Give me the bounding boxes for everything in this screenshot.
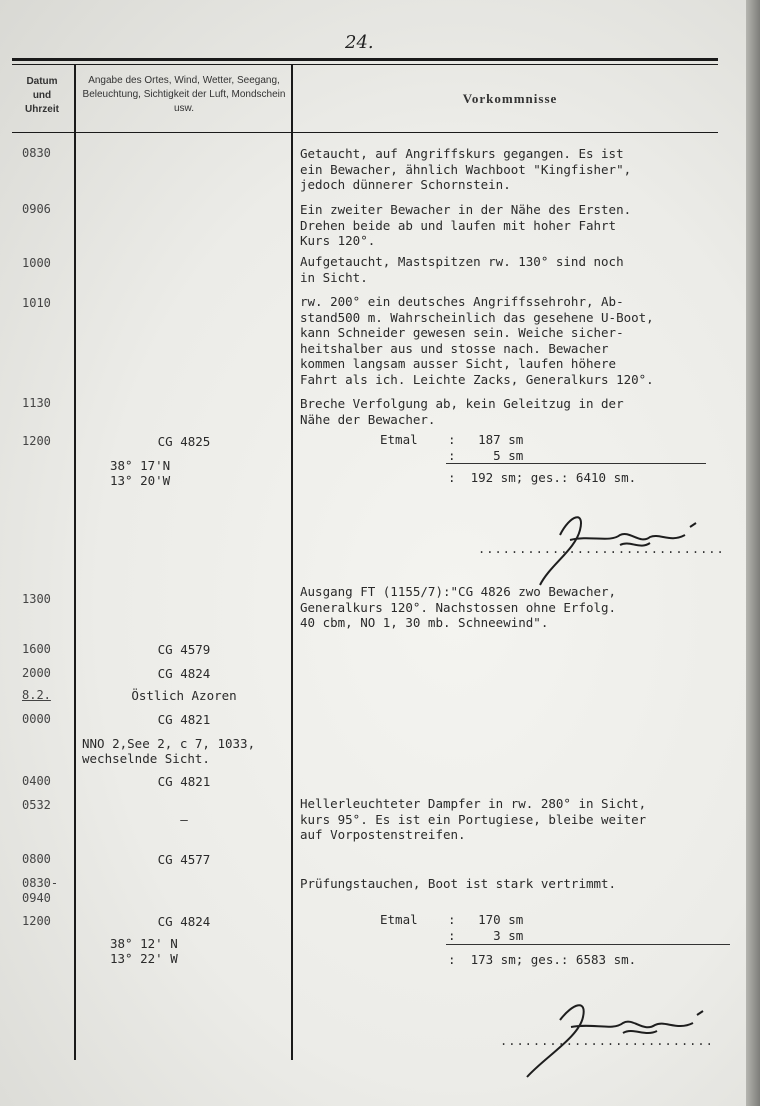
entry-time: 1010 <box>22 296 51 310</box>
entry-place: CG 4824 <box>157 666 211 681</box>
entry-place: CG 4821 <box>157 712 211 727</box>
entry-coords: 38° 17'N 13° 20'W <box>110 458 171 488</box>
entry-time: 0906 <box>22 202 51 216</box>
entry-event: Getaucht, auf Angriffskurs gegangen. Es ist ein Bewacher, ähnlich Wachboot "Kingfisher", jedoch dünnerer Schornstein. <box>300 146 632 192</box>
entry-date: 8.2. <box>22 688 51 702</box>
top-rule <box>12 58 718 61</box>
header-date-text: Datum und Uhrzeit <box>25 76 59 115</box>
entry-place: CG 4821 <box>157 774 211 789</box>
header-rule <box>12 132 718 133</box>
signature-dots: .............................. <box>478 542 725 556</box>
etmal-sum-line <box>446 463 706 464</box>
entry-time: 0830- 0940 <box>22 876 59 905</box>
entry-time: 2000 <box>22 666 51 680</box>
entry-time: 1200 <box>22 434 51 448</box>
etmal-total: : 173 sm; ges.: 6583 sm. <box>448 952 637 967</box>
entry-time: 1600 <box>22 642 51 656</box>
entry-event: rw. 200° ein deutsches Angriffssehrohr, Ab- stand500 m. Wahrscheinlich das gesehene U-Boot, kann Schneider gewesen sein. Weiche sicher- heitshalber aus und stosse nach. Bewacher kommen langsam ausser Sicht, laufen höhere Fahrt als ich. Leichte Zacks, Generalkurs 120°. <box>300 294 654 387</box>
header-date <box>12 75 72 117</box>
header-events: Vorkommnisse <box>462 91 558 106</box>
etmal-sum-line <box>446 944 730 945</box>
etmal-total: : 192 sm; ges.: 6410 sm. <box>448 470 637 485</box>
entry-place: CG 4577 <box>157 852 211 867</box>
etmal-row2: : 5 sm <box>448 448 524 463</box>
entry-event: Ausgang FT (1155/7):"CG 4826 zwo Bewacher, Generalkurs 120°. Nachstossen ohne Erfolg. 40 cbm, NO 1, 30 mb. Schneewind". <box>300 584 617 630</box>
entry-time: 1130 <box>22 396 51 410</box>
entry-place: – <box>180 812 188 827</box>
entry-coords: 38° 12' N 13° 22' W <box>110 936 178 966</box>
entry-time: 1200 <box>22 914 51 928</box>
etmal-label: Etmal <box>380 432 418 447</box>
entry-event: Hellerleuchteter Dampfer in rw. 280° in Sicht, kurs 95°. Es ist ein Portugiese, bleibe weiter auf Vorpostenstreifen. <box>300 796 647 842</box>
entry-time: 0532 <box>22 798 51 812</box>
col-divider-1 <box>74 64 76 1060</box>
entry-event: Ein zweiter Bewacher in der Nähe des Ersten. Drehen beide ab und laufen mit hoher Fahrt Kurs 120°. <box>300 202 632 248</box>
entry-time: 0830 <box>22 146 51 160</box>
etmal-label: Etmal <box>380 912 418 927</box>
etmal-row2: : 3 sm <box>448 928 524 943</box>
top-rule-thin <box>12 64 718 65</box>
entry-place: Östlich Azoren <box>131 688 237 703</box>
page-edge-shadow <box>746 0 760 1106</box>
etmal-row1: : 170 sm <box>448 912 524 927</box>
entry-place: CG 4824 <box>157 914 211 929</box>
entry-event: Aufgetaucht, Mastspitzen rw. 130° sind noch in Sicht. <box>300 254 624 285</box>
header-place: Angabe des Ortes, Wind, Wetter, Seegang, Beleuchtung, Sichtigkeit der Luft, Mondschein usw. <box>82 75 286 114</box>
entry-weather: NNO 2,See 2, c 7, 1033, wechselnde Sicht. <box>82 736 256 766</box>
entry-event: Breche Verfolgung ab, kein Geleitzug in der Nähe der Bewacher. <box>300 396 624 427</box>
page-number: 24. <box>345 32 374 53</box>
entry-time: 0400 <box>22 774 51 788</box>
entry-place: CG 4825 <box>157 434 211 449</box>
entry-place: CG 4579 <box>157 642 211 657</box>
etmal-row1: : 187 sm <box>448 432 524 447</box>
entry-time: 1300 <box>22 592 51 606</box>
signature-dots: .......................... <box>500 1034 714 1048</box>
entry-time: 0800 <box>22 852 51 866</box>
entry-time: 1000 <box>22 256 51 270</box>
entry-event: Prüfungstauchen, Boot ist stark vertrimmt. <box>300 876 617 891</box>
col-divider-2 <box>291 64 293 1060</box>
entry-time: 0000 <box>22 712 51 726</box>
